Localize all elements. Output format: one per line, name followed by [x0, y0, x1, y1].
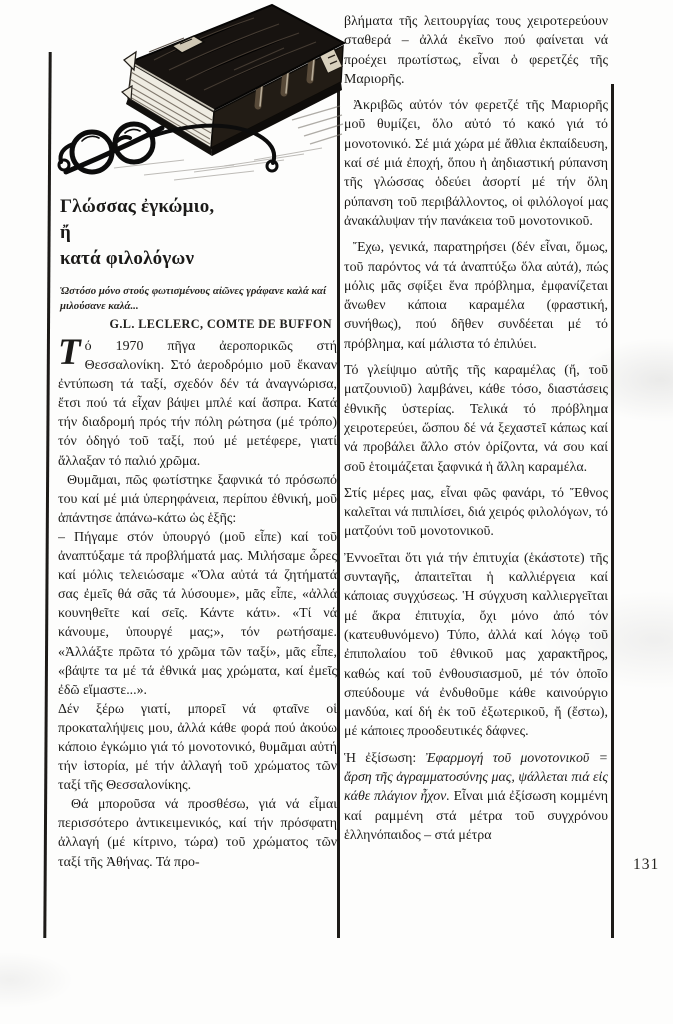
epigraph-attribution: G.L. LECLERC, COMTE DE BUFFON — [109, 317, 332, 331]
article-title — [60, 194, 336, 272]
epigraph: Ὡστόσο μόνο στούς φωτισμένους αἰῶνες γράφανε καλά καί μιλούσανε καλά... — [60, 285, 327, 312]
paragraph: Ἔχω, γενικά, παρατηρήσει (δέν εἶναι, ὅμως, τοῦ παρόντος νά τά ἀναπτύξω ὅλα αὐτά), πώς μόλις μᾶς σφίξει ἕνα πρόβλημα, ἐμφανίζεται ἄνωθεν κάποια καραμέλα (φραστική, συνήθως), πού δῆθεν συνδέεται μέ τό πρόβλημα, καί μάλιστα τό ἐπιλύει. — [344, 240, 608, 352]
title-line-3: κατά φιλολόγων — [60, 248, 195, 269]
right-text-column — [344, 12, 608, 938]
page-number: 131 — [633, 856, 660, 873]
equation-italic: Ἐφαρμογή τοῦ μονοτονικοῦ = ἄρση τῆς ἀγραμματοσύνης μας, ψάλλεται πιά εἰς κάθε πλάγιον ἦχον. — [344, 750, 608, 805]
equation-lead: Ἡ ἐξίσωση: — [344, 750, 426, 766]
drop-cap: Τ — [58, 337, 81, 373]
paragraph-equation — [344, 749, 608, 845]
paragraph: Ἀκριβῶς αὐτόν τόν φερετζέ τῆς Μαριορῆς μοῦ θυμίζει, ὅλο αὐτό τό κακό γιά τό μονοτονικό. Σέ μιά χώρα μέ ἄθλια ἐκπαίδευση, καί σέ μιά ἐποχή, ὅπου ἡ ἀηδιαστική ρύπανση τῆς γλώσσας ὁδεύει ἀσορτί μέ τήν ὅλη ρύπανση τοῦ περιβάλλοντος, οἱ φιλόλογοί μας ἀνακάλυψαν τήν πανάκεια τοῦ μονοτονικοῦ. — [344, 98, 608, 229]
left-margin-rule — [43, 52, 51, 938]
title-line-1: Γλώσσας ἐγκώμιο, — [60, 196, 215, 217]
paragraph-text: ό 1970 πῆγα ἀεροπορικῶς στή Θεσσαλονίκη. Στό ἀεροδρόμιο μοῦ ἔκαναν ἐντύπωση τά ταξί, σχεδόν δέν τά ἀναγνώρισα, ἔτσι πού τά εἶχαν βάψει μπλέ καί ἄσπρα. Κατά τήν διαδρομή πρός τήν πόλη ρώτησα (μέ τρόπο) τόν ὁδηγό τοῦ ταξί, πού μέ μετέφερε, γιατί ἄλλαξαν τό παλιό χρῶμα. — [58, 339, 337, 469]
paragraph: – Πήγαμε στόν ὑπουργό (μοῦ εἶπε) καί τοῦ ἀναπτύξαμε τά προβλήματά μας. Μιλήσαμε ὧρες καί μόλις τελειώσαμε «Ὅλα αὐτά τά ζητήματά σας ἐμεῖς θά σᾶς τά λύσουμε», μᾶς εἶπε, «ἀλλά κουνηθεῖτε καί σεῖς. Κάντε κάτι». «Τί νά κάνουμε, ὑπουργέ μας;», τόν ρωτήσαμε. «Ἀλλάξτε πρῶτα τό χρῶμα τῶν ταξί», μᾶς εἶπε, «βάψτε τα μέ τά ἐθνικά μας χρώματα, καί ἐμεῖς ἐδῶ εἴμαστε...». — [58, 529, 337, 698]
paragraph: Ἐννοεῖται ὅτι γιά τήν ἐπιτυχία (ἑκάστοτε) τῆς συνταγῆς, ἀπαιτεῖται ἡ καλλιέργεια καί κάποιας συγχύσεως. Ἡ σύγχυση καλλιεργεῖται μέ ἄκρα ἐπιτυχία, ὄχι μόνο ἀπό τόν (κατευθυνόμενο) Τύπο, ἀλλά καί λόγῳ τοῦ ἐπιπολαίου τοῦ ἐθνικοῦ μας χαρακτῆρος, καθώς καί τοῦ ἐνθουσιασμοῦ, μέ τόν ὁποῖο σπεύδουμε νά ἐνδυθοῦμε κάθε καινούργιο μανδύα, καί δή ἐκ τοῦ ἐξωτερικοῦ, ἤ (ἔστω), μέ κάποιες προοδευτικές δάφνες. — [344, 550, 608, 740]
paragraph: βλήματα τῆς λειτουργίας τους χειροτερεύουν σταθερά – ἀλλά ἐκεῖνο πού φαίνεται νά προέχει πρωτίστως, εἶναι ὁ φερετζές τῆς Μαριορῆς. — [344, 14, 608, 87]
equation-rest: Εἶναι μιά ἐξίσωση κομμένη καί ραμμένη στά μέτρα τοῦ συγχρόνου ἑλληνόπαιδος – στά μέτρα — [344, 789, 608, 843]
book-spectacles-illustration — [54, 0, 346, 196]
paragraph: Θά μποροῦσα νά προσθέσω, γιά νά εἶμαι περισσότερο ἀντικειμενικός, καί τήν πρόσφατη ἀλλαγή (μέ κίτρινο, τώρα) τοῦ χρώματος τῶν ταξί τῆς Ἀθήνας. Τά προ- — [58, 797, 337, 870]
paragraph: Τό γλείψιμο αὐτῆς τῆς καραμέλας (ἤ, τοῦ ματζουνιοῦ) λαμβάνει, κάθε τόσο, διαστάσεις ἐθνικῆς ὑστερίας. Τελικά τό πρόβλημα χειροτερεύει, ὥσπου δέ νά ξεχαστεῖ κάπως καί νά προβάλει ἄλλο στόν ὁρίζοντα, νά σου καί σοῦ ἑτοιμάζεται ξαφνικά ἡ ἄλλη καραμέλα. — [344, 363, 608, 475]
paragraph: Θυμᾶμαι, πῶς φωτίστηκε ξαφνικά τό πρόσωπό του καί μέ μιά ὑπερηφάνεια, περίπου ἐθνική, μοῦ ἀπάντησε ἀπάνω-κάτω ὡς ἑξῆς: — [58, 472, 337, 526]
title-line-2: ἤ — [60, 222, 71, 243]
right-margin-rule — [611, 84, 614, 938]
paragraph: Δέν ξέρω γιατί, μπορεῖ νά φταῖνε οἱ προκαταλήψεις μου, ἀλλά κάθε φορά πού ἀκούω κάποιο ἐγκώμιο γιά τό μονοτονικό, θυμᾶμαι αὐτή τήν ἱστορία, μέ τήν ἀλλαγή τοῦ χρώματος τῶν ταξί τῆς Θεσσαλονίκης. — [58, 701, 337, 794]
left-text-column — [58, 337, 337, 938]
paragraph: Στίς μέρες μας, εἶναι φῶς φανάρι, τό Ἔθνος καλεῖται νά πιπιλίσει, διά χειρός φιλολόγων, τό ματζούνι τοῦ μονοτονικοῦ. — [344, 485, 608, 540]
column-divider-rule — [337, 88, 340, 938]
paragraph — [58, 337, 337, 471]
